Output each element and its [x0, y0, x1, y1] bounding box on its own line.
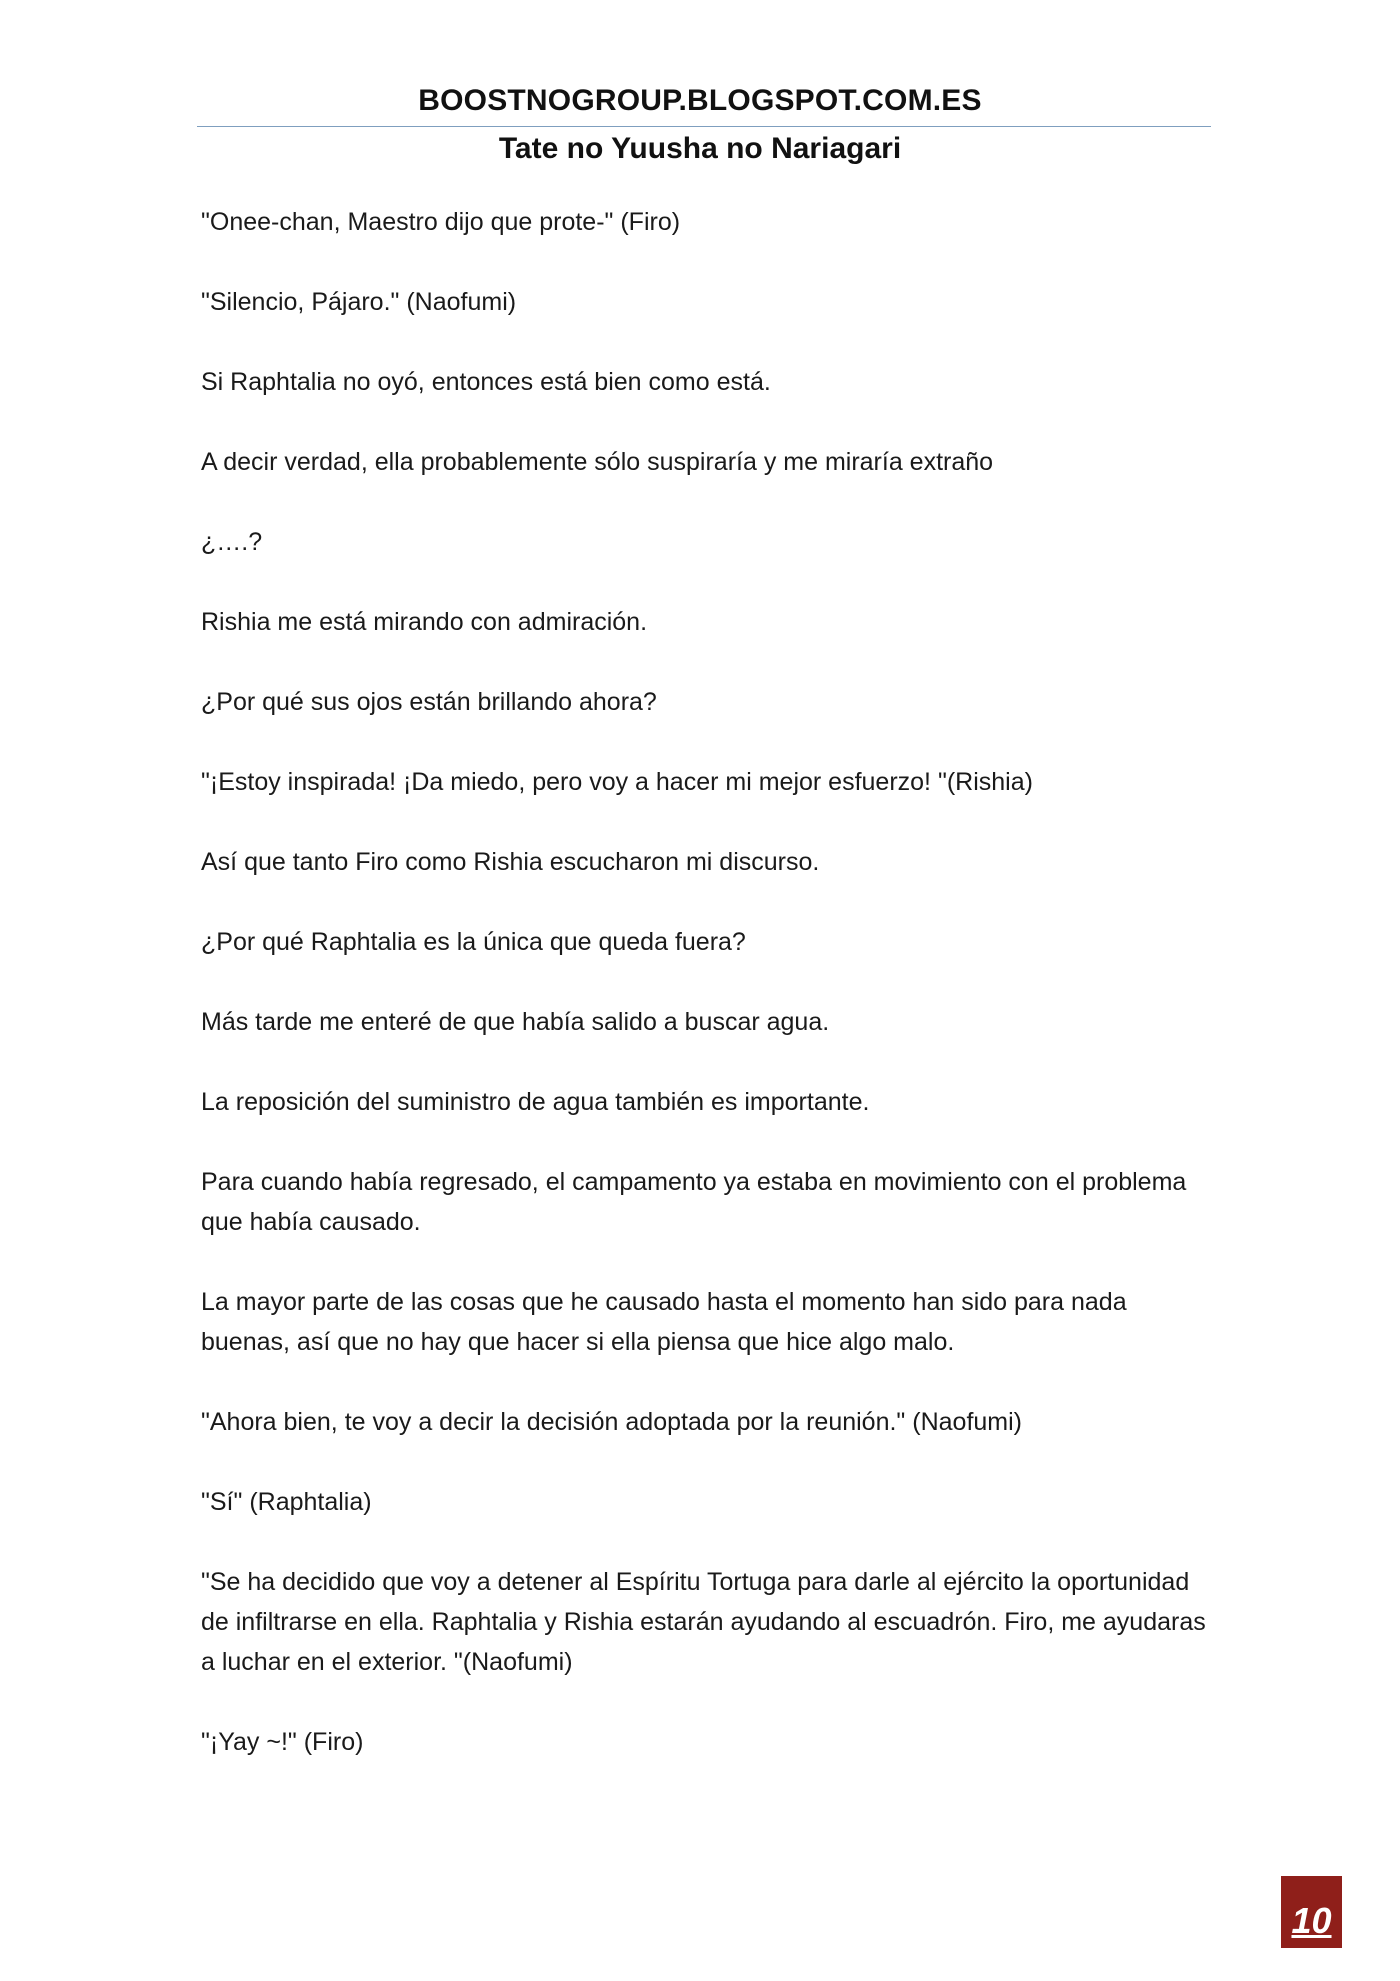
paragraph: La reposición del suministro de agua también es importante. [201, 1088, 870, 1116]
document-title: Tate no Yuusha no Nariagari [498, 132, 902, 165]
paragraph: "Se ha decidido que voy a detener al Espíritu Tortuga para darle al ejército la oportunidad de infiltrarse en ella. Raphtalia y Rishia estarán ayudando al escuadrón. Firo, me ayudaras a luchar en el exterior. "(Naofumi) [201, 1568, 1206, 1676]
paragraph: A decir verdad, ella probablemente sólo suspiraría y me miraría extraño [201, 448, 994, 476]
paragraph: Más tarde me enteré de que había salido a buscar agua. [201, 1008, 830, 1036]
paragraph: "Silencio, Pájaro." (Naofumi) [201, 288, 517, 316]
paragraph: "Sí" (Raphtalia) [201, 1488, 372, 1516]
paragraph: ¿….? [201, 528, 263, 556]
site-header: BOOSTNOGROUP.BLOGSPOT.COM.ES [418, 84, 982, 117]
paragraph: ¿Por qué sus ojos están brillando ahora? [201, 688, 657, 716]
paragraph: ¿Por qué Raphtalia es la única que queda fuera? [201, 928, 746, 956]
paragraph: "Onee-chan, Maestro dijo que prote-" (Firo) [201, 208, 681, 236]
paragraph: Así que tanto Firo como Rishia escucharon mi discurso. [201, 848, 820, 876]
paragraph: "¡Yay ~!" (Firo) [201, 1728, 364, 1756]
page-number: 10 [1291, 1900, 1332, 1941]
body-text [201, 202, 1211, 1802]
header-divider [197, 126, 1211, 127]
paragraph: Para cuando había regresado, el campamento ya estaba en movimiento con el problema que había causado. [201, 1168, 1187, 1236]
paragraph: Si Raphtalia no oyó, entonces está bien como está. [201, 368, 771, 396]
paragraph: Rishia me está mirando con admiración. [201, 608, 648, 636]
paragraph: "Ahora bien, te voy a decir la decisión adoptada por la reunión." (Naofumi) [201, 1408, 1022, 1436]
paragraph: "¡Estoy inspirada! ¡Da miedo, pero voy a hacer mi mejor esfuerzo! "(Rishia) [201, 768, 1033, 796]
paragraph: La mayor parte de las cosas que he causado hasta el momento han sido para nada buenas, así que no hay que hacer si ella piensa que hice algo malo. [201, 1288, 1127, 1356]
page-number-badge [1281, 1876, 1342, 1948]
